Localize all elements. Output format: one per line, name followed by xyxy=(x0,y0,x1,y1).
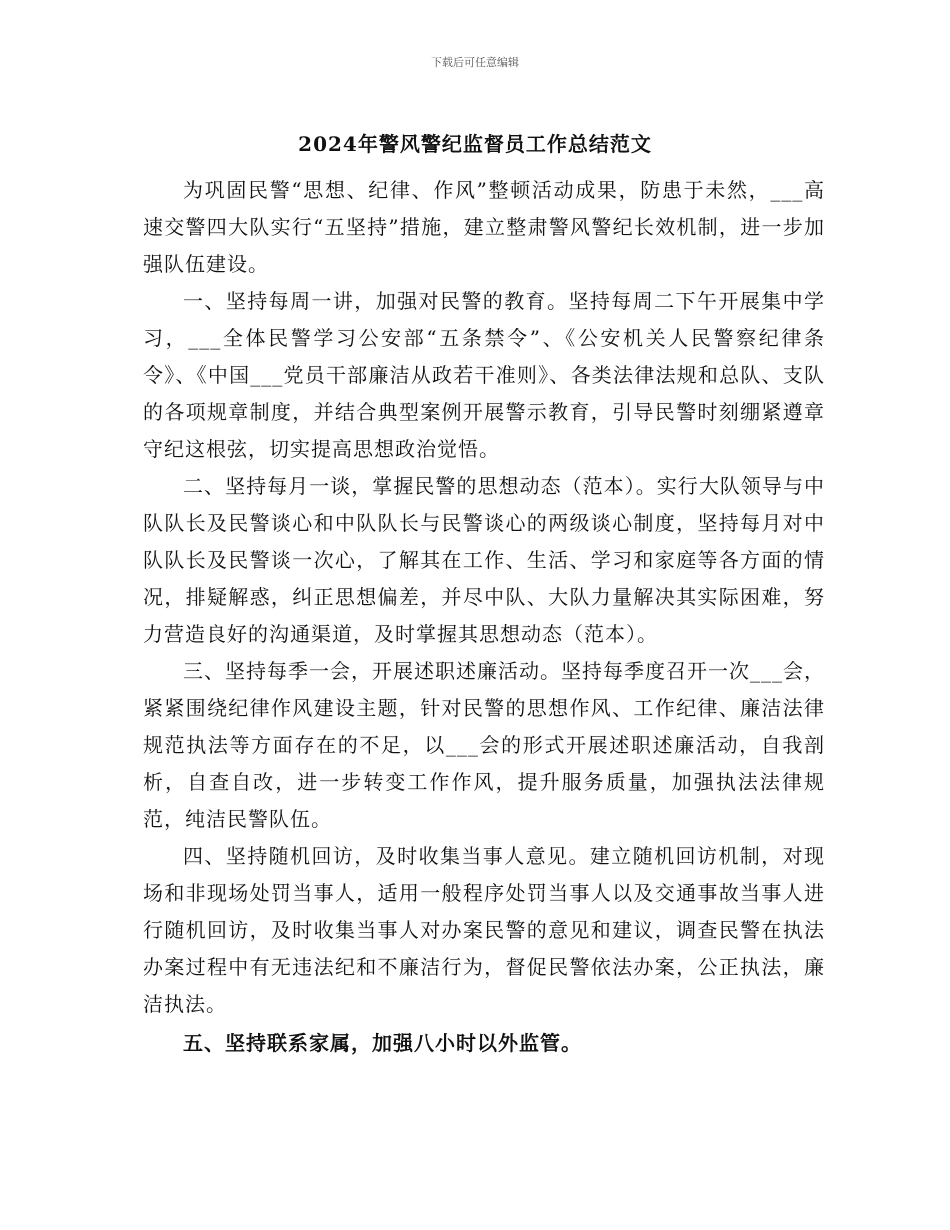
paragraph-section-4: 四、坚持随机回访，及时收集当事人意见。建立随机回访机制，对现场和非现场处罚当事人，适用一般程序处罚当事人以及交通事故当事人进行随机回访，及时收集当事人对办案民警的意见和建议，调查民警在执法办案过程中有无违法纪和不廉洁行为，督促民警依法办案，公正执法，廉洁执法。 xyxy=(143,844,825,1016)
paragraph-section-2: 二、坚持每月一谈，掌握民警的思想动态（范本）。实行大队领导与中队队长及民警谈心和中队队长与民警谈心的两级谈心制度，坚持每月对中队队长及民警谈一次心，了解其在工作、生活、学习和家庭等各方面的情况，排疑解惑，纠正思想偏差，并尽中队、大队力量解决其实际困难，努力营造良好的沟通渠道，及时掌握其思想动态（范本）。 xyxy=(143,474,825,646)
header-note: 下载后可任意编辑 xyxy=(431,56,519,69)
page-title: 2024年警风警纪监督员工作总结范文 xyxy=(298,132,652,156)
document-body xyxy=(143,172,825,1062)
paragraph-section-3: 三、坚持每季一会，开展述职述廉活动。坚持每季度召开一次___会，紧紧围绕纪律作风建设主题，针对民警的思想作风、工作纪律、廉洁法律规范执法等方面存在的不足，以___会的形式开展述职述廉活动，自我剖析，自查自改，进一步转变工作作风，提升服务质量，加强执法法律规范，纯洁民警队伍。 xyxy=(143,659,825,831)
paragraph-section-1: 一、坚持每周一讲，加强对民警的教育。坚持每周二下午开展集中学习，___全体民警学习公安部“五条禁令”、《公安机关人民警察纪律条令》、《中国___党员干部廉洁从政若干准则》、各类法律法规和总队、支队的各项规章制度，并结合典型案例开展警示教育，引导民警时刻绷紧遵章守纪这根弦，切实提高思想政治觉悟。 xyxy=(143,289,825,461)
paragraph-intro: 为巩固民警“思想、纪律、作风”整顿活动成果，防患于未然，___高速交警四大队实行“五坚持”措施，建立整肃警风警纪长效机制，进一步加强队伍建设。 xyxy=(143,178,825,276)
section-heading-5: 五、坚持联系家属，加强八小时以外监管。 xyxy=(183,1031,582,1055)
